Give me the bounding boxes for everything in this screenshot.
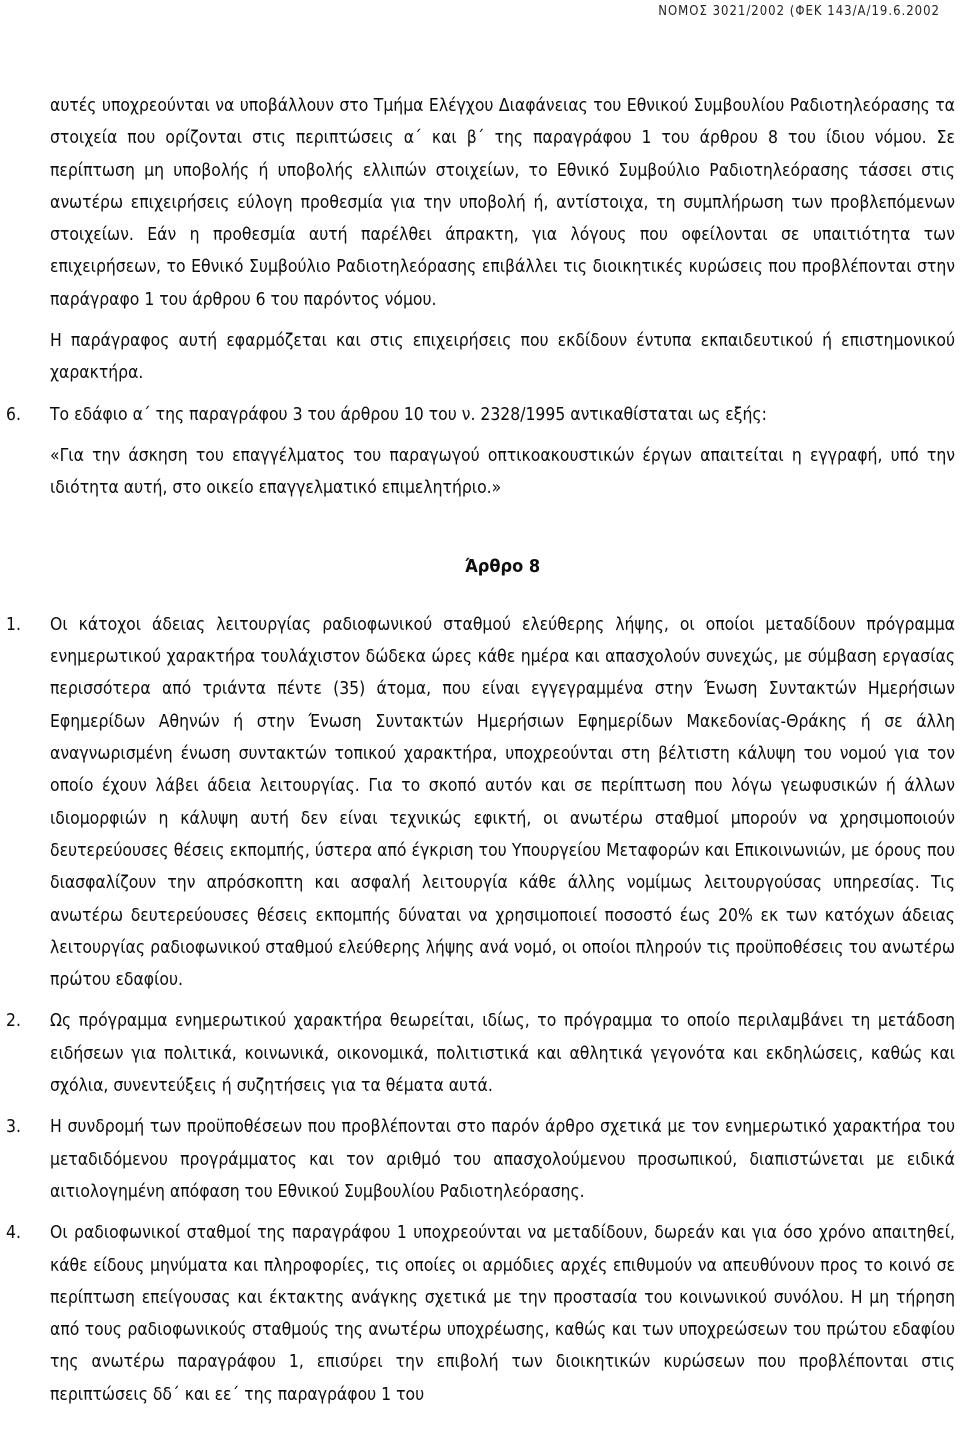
article-item-1 xyxy=(6,609,955,997)
item-text: Οι ραδιοφωνικοί σταθμοί της παραγράφου 1 υποχρεούνται να μεταδίδουν, δωρεάν και για όσο χρόνο απαιτηθεί, κάθε είδους μηνύματα και πληροφορίες, τις οποίες οι αρμόδιες αρχές επιθυμούν να απευθύνουν προς το κοινό σε περίπτωση επείγουσας και έκτακτης ανάγκης σχετικά με την προστασία του κοινωνικού συνόλου. Η μη τήρηση από τους ραδιοφωνικούς σταθμούς της ανωτέρω υποχρέωσης, καθώς και των υποχρεώσεων του πρώτου εδαφίου της ανωτέρω παραγράφου 1, επισύρει την επιβολή των διοικητικών κυρώσεων που προβλέπονται στις περιπτώσεις δδ΄ και εε΄ της παραγράφου 1 του xyxy=(50,1223,955,1405)
paragraph-scope: Η παράγραφος αυτή εφαρμόζεται και στις επιχειρήσεις που εκδίδουν έντυπα εκπαιδευτικού ή επιστημονικού χαρακτήρα. xyxy=(50,331,955,384)
item-number: 2. xyxy=(6,1011,21,1032)
document-body xyxy=(6,90,955,1411)
list-item-6 xyxy=(6,399,955,431)
article-item-4 xyxy=(6,1217,955,1411)
article-item-2 xyxy=(6,1005,955,1102)
article-item-3 xyxy=(6,1111,955,1208)
intro-paragraph: αυτές υποχρεούνται να υποβάλλουν στο Τμήμα Ελέγχου Διαφάνειας του Εθνικού Συμβουλίου Ραδιοτηλεόρασης τα στοιχεία που ορίζονται στις περιπτώσεις α΄ και β΄ της παραγράφου 1 του άρθρου 8 του ίδιου νόμου. Σε περίπτωση μη υποβολής ή υποβολής ελλιπών στοιχείων, το Εθνικό Συμβούλιο Ραδιοτηλεόρασης τάσσει στις ανωτέρω επιχειρήσεις εύλογη προθεσμία για την υποβολή ή, αντίστοιχα, τη συμπλήρωση των προβλεπόμενων στοιχείων. Εάν η προθεσμία αυτή παρέλθει άπρακτη, για λόγους που οφείλονται σε υπαιτιότητα των επιχειρήσεων, το Εθνικό Συμβούλιο Ραδιοτηλεόρασης επιβάλλει τις διοικητικές κυρώσεις που προβλέπονται στην παράγραφο 1 του άρθρου 6 του παρόντος νόμου. xyxy=(50,96,955,310)
item-text: Οι κάτοχοι άδειας λειτουργίας ραδιοφωνικού σταθμού ελεύθερης λήψης, οι οποίοι μεταδίδουν πρόγραμμα ενημερωτικού χαρακτήρα τουλάχιστον δώδεκα ώρες κάθε ημέρα και απασχολούν συνεχώς, με σύμβαση εργασίας περισσότερα από τριάντα πέντε (35) άτομα, που είναι εγγεγραμμένα στην Ένωση Συντακτών Ημερήσιων Εφημερίδων Αθηνών ή στην Ένωση Συντακτών Ημερήσιων Εφημερίδων Μακεδονίας-Θράκης ή σε άλλη αναγνωρισμένη ένωση συντακτών τοπικού χαρακτήρα, υποχρεούνται στη βέλτιστη κάλυψη του νομού για τον οποίο έχουν λάβει άδεια λειτουργίας. Για το σκοπό αυτόν και σε περίπτωση που λόγω γεωφυσικών ή άλλων ιδιομορφιών η κάλυψη αυτή δεν είναι τεχνικώς εφικτή, οι ανωτέρω σταθμοί μπορούν να χρησιμοποιούν δευτερεύουσες θέσεις εκπομπής, ύστερα από έγκριση του Υπουργείου Μεταφορών και Επικοινωνιών, με όρους που διασφαλίζουν την απρόσκοπτη και ασφαλή λειτουργία κάθε άλλης νομίμως λειτουργούσας υπηρεσίας. Τις ανωτέρω δευτερεύουσες θέσεις εκπομπής δύναται να χρησιμοποιεί ποσοστό έως 20% εκ των κατόχων άδειας λειτουργίας ραδιοφωνικού σταθμού ελεύθερης λήψης ανά νομό, οι οποίοι πληρούν τις προϋποθέσεις του ανωτέρω πρώτου εδαφίου. xyxy=(50,614,955,991)
item-number: 3. xyxy=(6,1117,21,1138)
item-text: Ως πρόγραμμα ενημερωτικού χαρακτήρα θεωρείται, ιδίως, το πρόγραμμα το οποίο περιλαμβάνει τη μετάδοση ειδήσεων για πολιτικά, κοινωνικά, οικονομικά, πολιτιστικά και αθλητικά γεγονότα και εκδηλώσεις, καθώς και σχόλια, συνεντεύξεις ή συζητήσεις για τα θέματα αυτά. xyxy=(50,1011,955,1097)
item-text: Η συνδρομή των προϋποθέσεων που προβλέπονται στο παρόν άρθρο σχετικά με τον ενημερωτικό χαρακτήρα του μεταδιδόμενου προγράμματος και τον αριθμό του απασχολούμενου προσωπικού, διαπιστώνεται με ειδικά αιτιολογημένη απόφαση του Εθνικού Συμβουλίου Ραδιοτηλεόρασης. xyxy=(50,1117,955,1202)
running-header: ΝΟΜΟΣ 3021/2002 (ΦΕΚ 143/Α/19.6.2002 xyxy=(658,4,940,19)
item-number: 6. xyxy=(6,404,21,425)
quoted-amendment: «Για την άσκηση του επαγγέλματος του παραγωγού οπτικοακουστικών έργων απαιτείται η εγγραφή, υπό την ιδιότητα αυτή, στο οικείο επαγγελματικό επιμελητήριο.» xyxy=(50,445,955,499)
item-text: Το εδάφιο α΄ της παραγράφου 3 του άρθρου 10 του ν. 2328/1995 αντικαθίσταται ως εξής: xyxy=(50,404,767,425)
item-number: 1. xyxy=(6,614,21,635)
article-title: Άρθρο 8 xyxy=(464,555,541,577)
item-number: 4. xyxy=(6,1223,21,1244)
